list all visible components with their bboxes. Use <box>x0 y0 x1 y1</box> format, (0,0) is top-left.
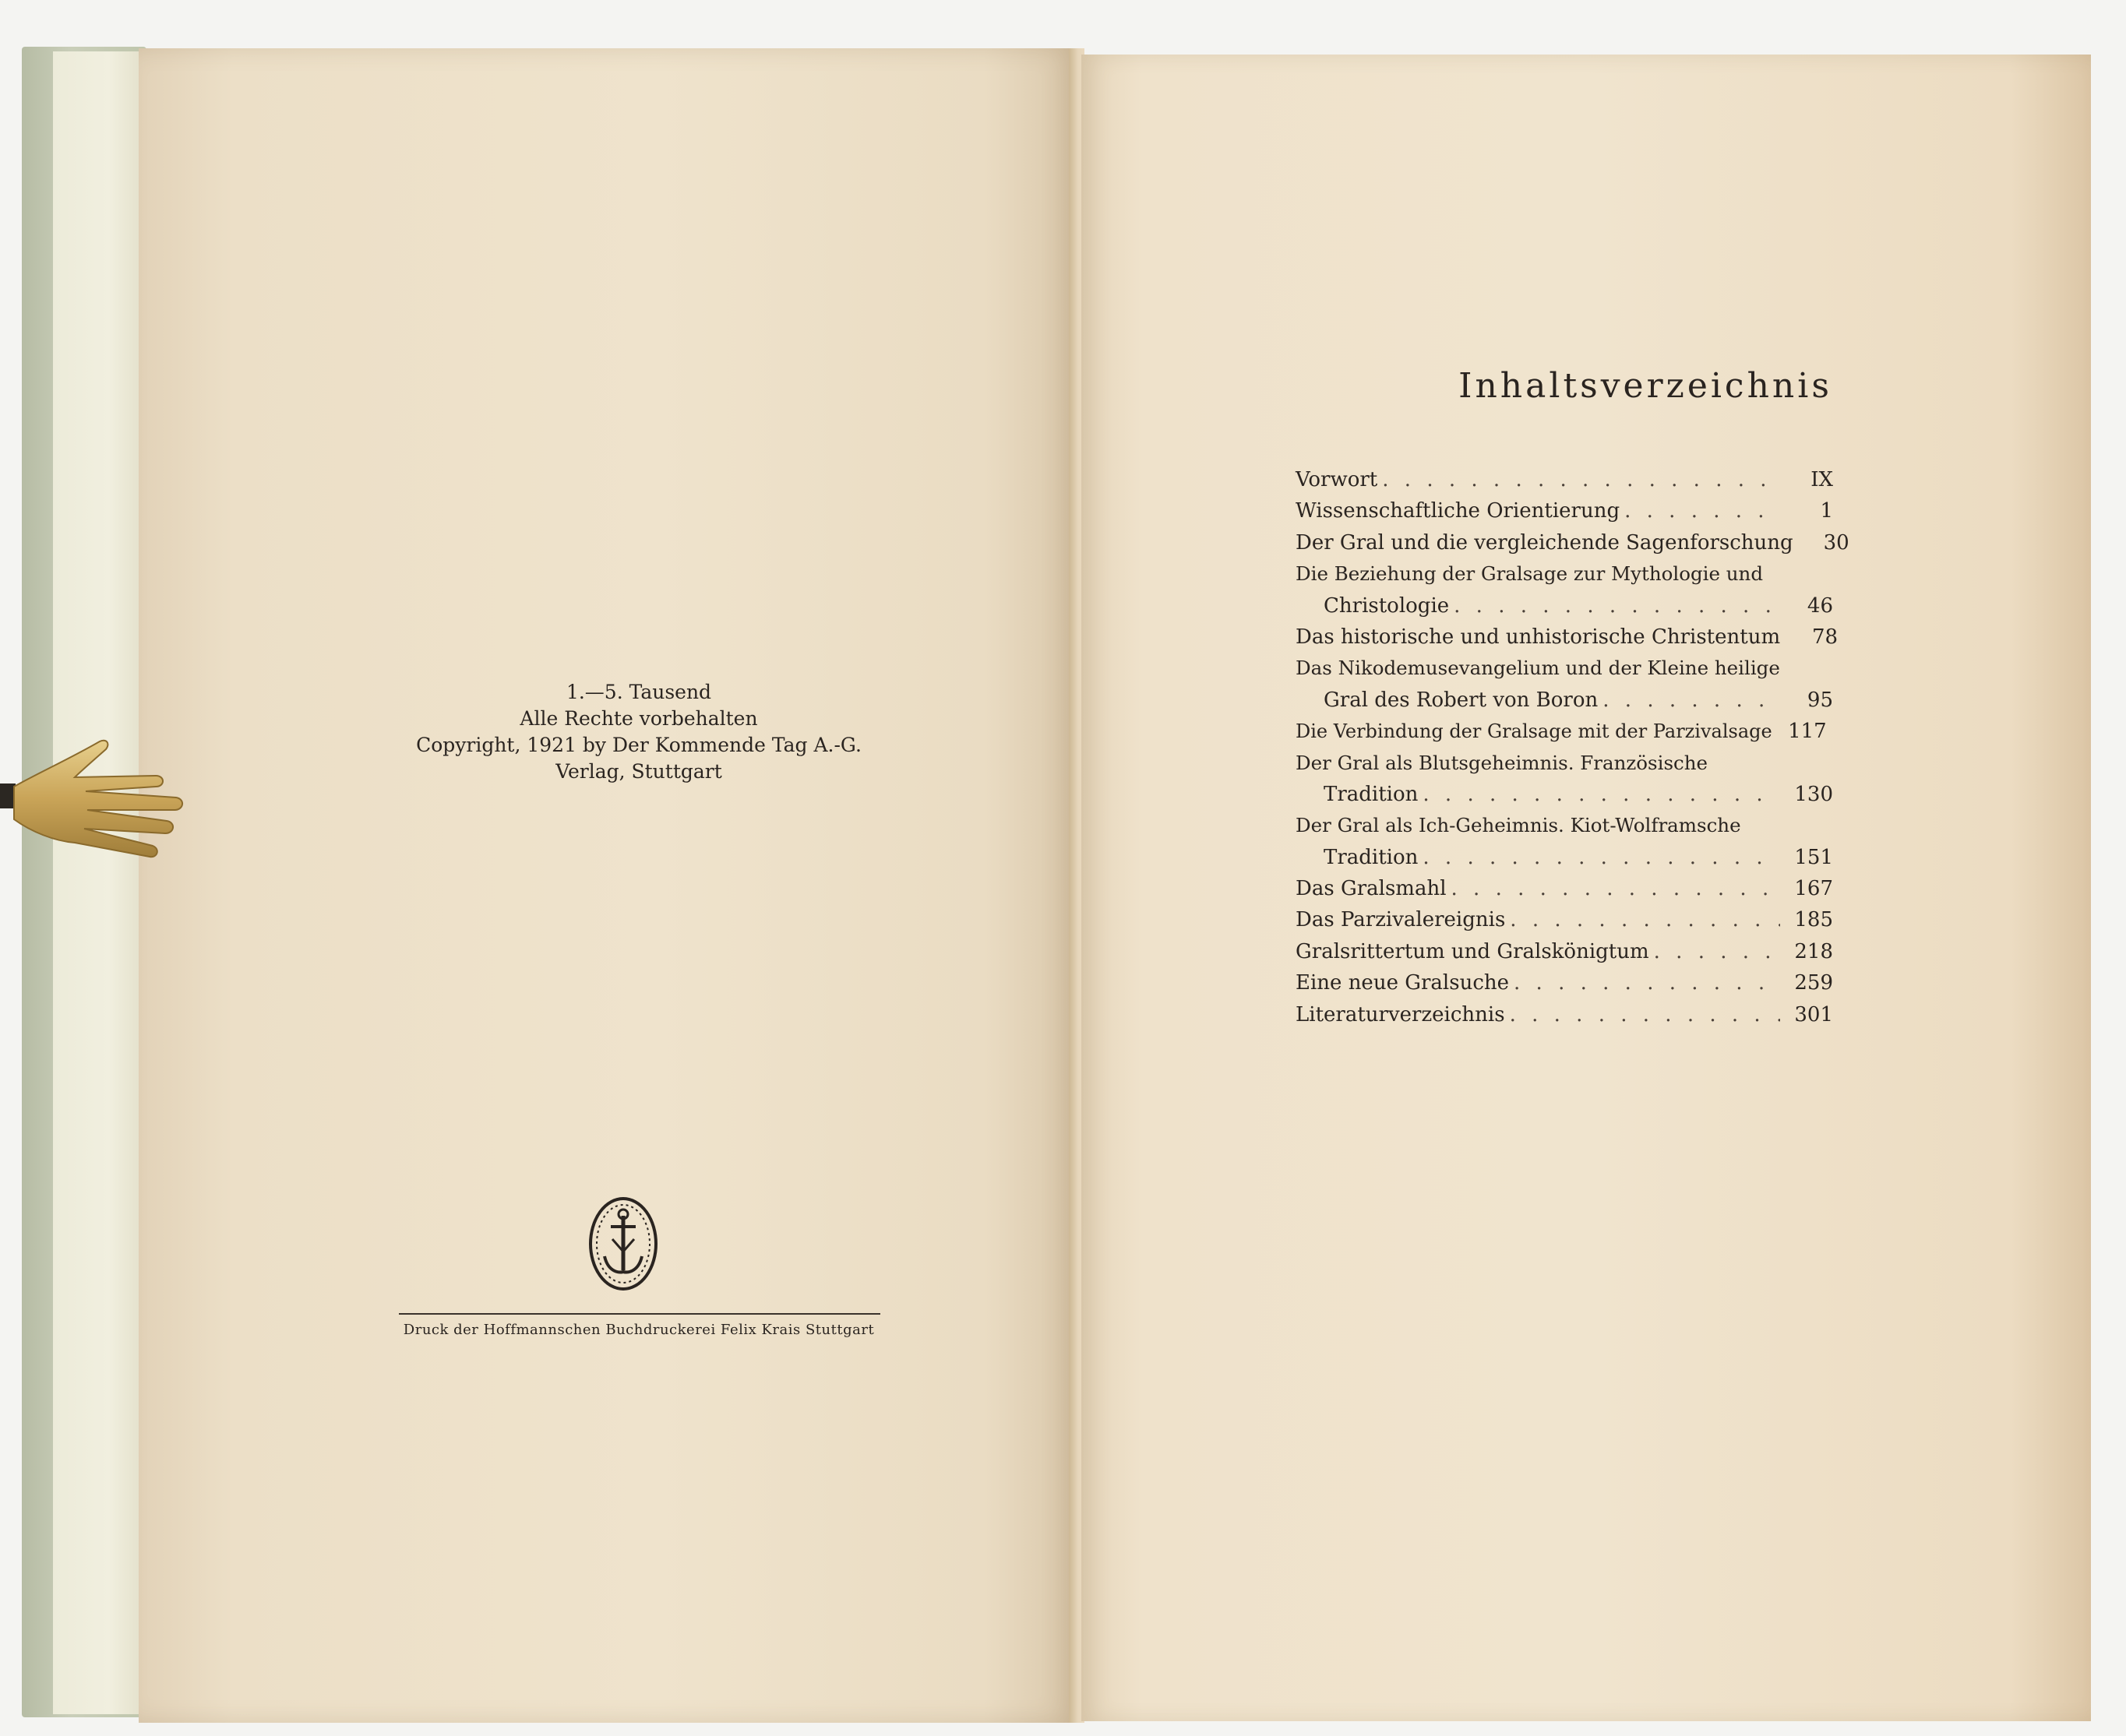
toc-leader <box>1423 779 1780 810</box>
toc-entry-continuation: Gral des Robert von Boron <box>1324 688 1599 712</box>
toc-entry-title: Das Nikodemusevangelium und der Kleine heilige <box>1296 657 1780 680</box>
toc-entry-title: Eine neue Gralsuche <box>1296 971 1510 995</box>
toc-entry-page: 151 <box>1794 845 1833 869</box>
toc-entry-continuation: Christologie <box>1324 593 1450 618</box>
toc-entry-page: 259 <box>1794 971 1833 995</box>
toc-title: Inhaltsverzeichnis <box>1458 366 1832 406</box>
toc-leader <box>1654 936 1780 967</box>
toc-entry-page: IX <box>1810 468 1833 491</box>
toc-entry-title: Gralsrittertum und Gralskönigtum <box>1296 939 1649 963</box>
toc-entry-continuation: Tradition <box>1324 782 1419 806</box>
toc-entry-title: Das Parzivalereignis <box>1296 908 1506 932</box>
toc-entry-title: Die Beziehung der Gralsage zur Mythologie und <box>1296 562 1763 586</box>
toc-entry <box>1296 622 1839 653</box>
toc-entry-page: 218 <box>1794 939 1833 963</box>
printer-line: Druck der Hoffmannschen Buchdruckerei Felix Krais Stuttgart <box>403 1322 875 1338</box>
toc-entry <box>1296 779 1833 810</box>
toc-entry-continuation: Tradition <box>1324 845 1419 869</box>
toc-entry-title: Das Gralsmahl <box>1296 877 1447 901</box>
toc-leader <box>1451 873 1780 904</box>
toc-entry <box>1296 716 1833 747</box>
toc-entry <box>1296 967 1833 998</box>
toc-leader <box>1454 590 1780 622</box>
toc-leader <box>1423 842 1780 873</box>
left-page <box>139 48 1078 1723</box>
toc-leader <box>1624 495 1780 526</box>
toc-entry <box>1296 873 1833 904</box>
toc-entry-title: Die Verbindung der Gralsage mit der Parzivalsage <box>1296 720 1772 743</box>
toc-leader <box>1514 967 1780 998</box>
printer-rule <box>399 1313 880 1315</box>
toc-entry <box>1296 590 1833 622</box>
toc-leader <box>1510 904 1780 935</box>
toc-entry-page: 117 <box>1788 720 1827 744</box>
imprint-line: 1.—5. Tausend <box>566 681 712 703</box>
imprint-block <box>366 679 911 785</box>
toc-entry-title: Literaturverzeichnis <box>1296 1002 1505 1026</box>
toc-entry-title: Der Gral und die vergleichende Sagenforschung <box>1296 530 1793 555</box>
toc-entry <box>1296 495 1833 526</box>
hand-clip-icon <box>0 732 187 872</box>
toc-entry <box>1296 685 1833 716</box>
toc-entry-title: Der Gral als Blutsgeheimnis. Französische <box>1296 751 1708 774</box>
toc-entry-page: 95 <box>1807 688 1833 712</box>
toc-entry <box>1296 904 1833 935</box>
imprint-line: Verlag, Stuttgart <box>555 760 722 783</box>
anchor-emblem-icon <box>586 1195 661 1293</box>
toc-entry <box>1296 464 1833 495</box>
toc-entry <box>1296 842 1833 873</box>
imprint-line: Alle Rechte vorbehalten <box>520 707 758 730</box>
endpaper <box>53 51 146 1714</box>
toc-entry-title: Vorwort <box>1296 468 1378 491</box>
toc-entry-page: 301 <box>1794 1002 1833 1026</box>
toc-entry-title: Das historische und unhistorische Christentum <box>1296 625 1781 649</box>
toc-entry-page: 46 <box>1807 593 1833 618</box>
toc-entry-page: 130 <box>1794 782 1833 806</box>
toc-entry-page: 1 <box>1820 499 1833 523</box>
toc-entry <box>1296 936 1833 967</box>
toc-entry-page: 30 <box>1823 530 1849 555</box>
toc-leader <box>1510 999 1780 1030</box>
toc-entry-page: 167 <box>1794 877 1833 901</box>
toc-leader <box>1382 464 1780 495</box>
table-of-contents <box>1296 464 1849 1030</box>
toc-leader <box>1602 685 1780 716</box>
toc-entry-page: 78 <box>1812 625 1839 649</box>
imprint-line: Copyright, 1921 by Der Kommende Tag A.-G. <box>416 734 862 756</box>
toc-entry-page: 185 <box>1794 908 1833 932</box>
toc-entry <box>1296 999 1833 1030</box>
toc-entry-title: Wissenschaftliche Orientierung <box>1296 499 1620 523</box>
toc-entry-title: Der Gral als Ich-Geheimnis. Kiot-Wolframsche <box>1296 814 1741 837</box>
toc-entry <box>1296 527 1849 558</box>
